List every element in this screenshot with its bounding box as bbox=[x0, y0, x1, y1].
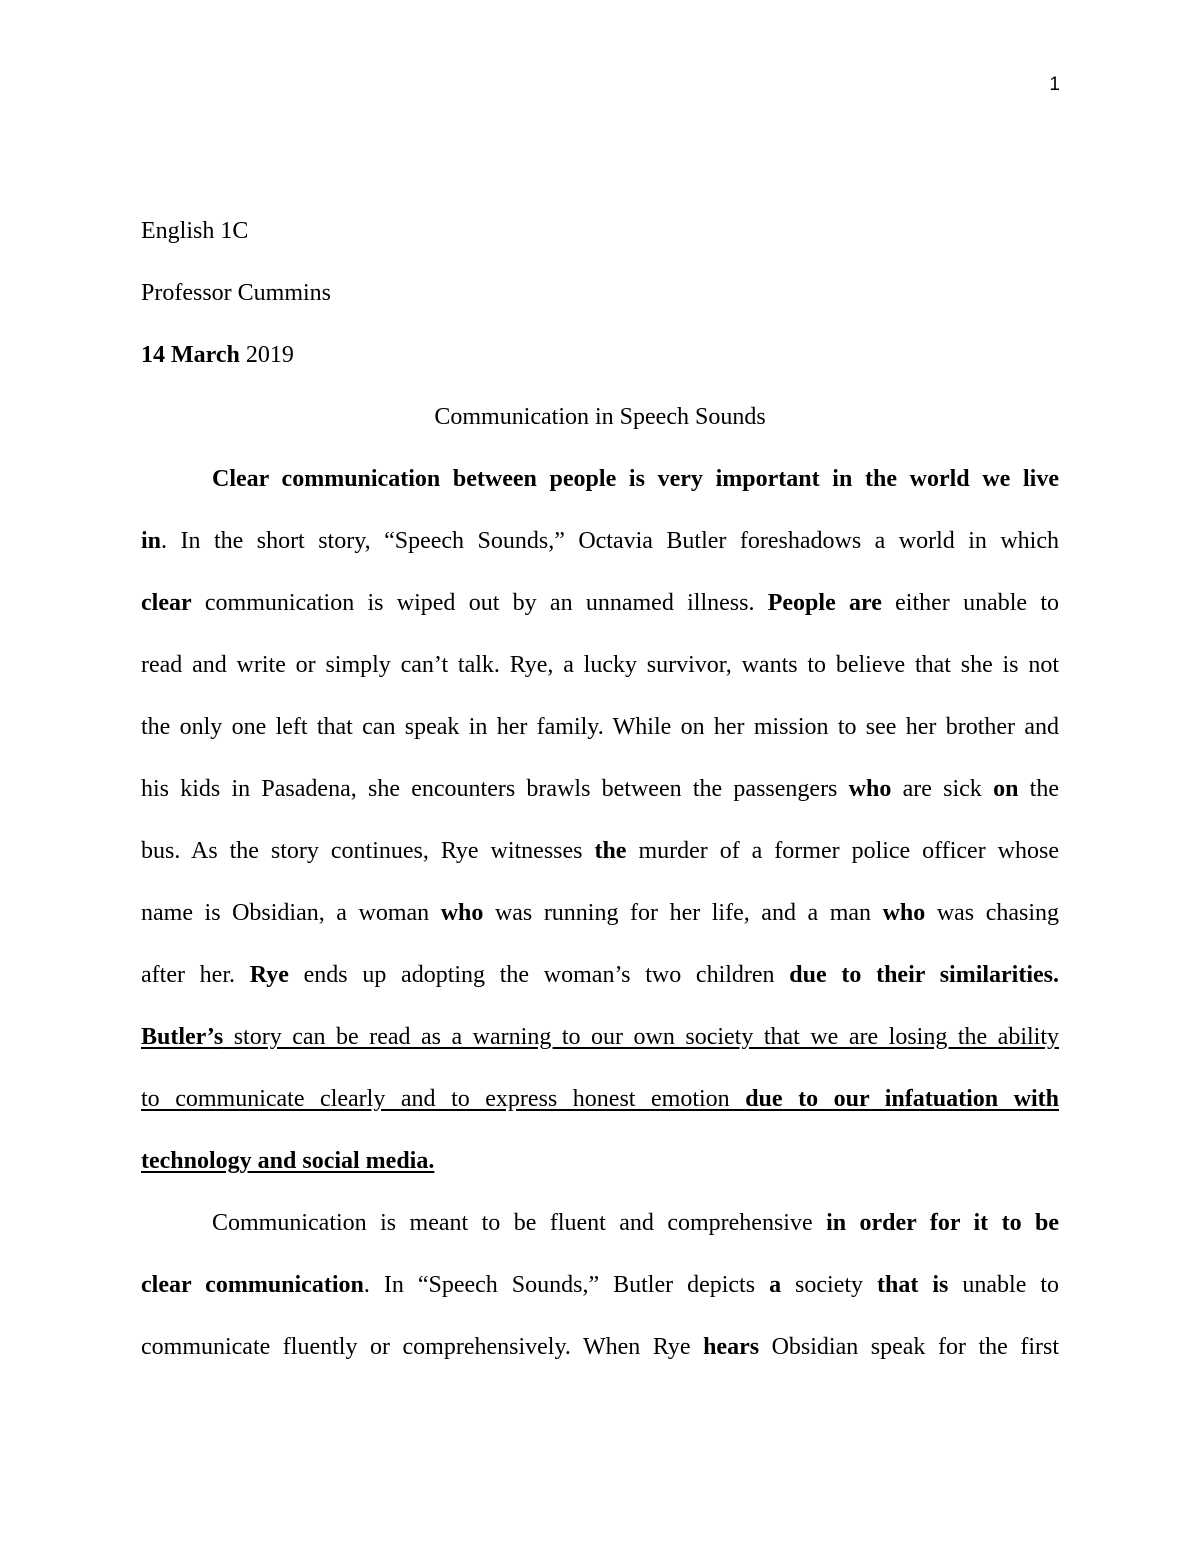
text-run: technology and social media. bbox=[141, 1148, 435, 1174]
date-bold: 14 March bbox=[141, 342, 240, 368]
text-run: the bbox=[1018, 776, 1059, 802]
text-run: the only one left that can speak in her family. While on her mission to see her brother and bbox=[141, 714, 1059, 740]
text-run: Rye bbox=[249, 962, 289, 988]
paragraph-line bbox=[141, 820, 1059, 882]
text-run: due to their similarities. bbox=[789, 962, 1059, 988]
text-run: after her. bbox=[141, 962, 250, 988]
text-run: hears bbox=[703, 1334, 760, 1360]
paragraph-line bbox=[141, 758, 1059, 820]
paragraph-line bbox=[141, 634, 1059, 696]
text-run: unable to bbox=[948, 1272, 1059, 1298]
document-body bbox=[141, 200, 1059, 1378]
text-run: bus. As the story continues, Rye witnesses bbox=[141, 838, 595, 864]
text-run: his kids in Pasadena, she encounters brawls between the passengers bbox=[141, 776, 849, 802]
date-line bbox=[141, 324, 1059, 386]
text-run: read and write or simply can’t talk. Rye, a lucky survivor, wants to believe that she is not bbox=[141, 652, 1059, 678]
text-run: in order for it to be bbox=[826, 1210, 1059, 1236]
essay-title bbox=[141, 386, 1059, 448]
text-run: communicate fluently or comprehensively. When Rye bbox=[141, 1334, 704, 1360]
text-run: communication is wiped out by an unnamed illness. bbox=[191, 590, 768, 616]
paragraph-line bbox=[141, 1316, 1059, 1378]
text-run: are sick bbox=[891, 776, 994, 802]
text-run: Butler’s bbox=[141, 1024, 224, 1050]
text-run: name is Obsidian, a woman bbox=[141, 900, 441, 926]
paragraph-line bbox=[141, 882, 1059, 944]
text-run: who bbox=[440, 900, 484, 926]
text-run: the bbox=[594, 838, 627, 864]
text-run: . In “Speech Sounds,” Butler depicts bbox=[363, 1272, 770, 1298]
page-number: 1 bbox=[1049, 74, 1060, 95]
text-run: society bbox=[781, 1272, 878, 1298]
paragraph-line bbox=[141, 510, 1059, 572]
professor-name: Professor Cummins bbox=[141, 280, 332, 306]
date-year: 2019 bbox=[239, 342, 294, 368]
text-run: who bbox=[848, 776, 892, 802]
text-run: on bbox=[993, 776, 1019, 802]
text-run: story can be read as a warning to our own society that we are losing the ability bbox=[223, 1024, 1059, 1050]
text-run: in bbox=[141, 528, 162, 554]
text-run: who bbox=[882, 900, 926, 926]
paragraph-line bbox=[141, 1192, 1059, 1254]
essay-title-text: Communication in Speech Sounds bbox=[434, 404, 766, 430]
paragraph-line bbox=[141, 696, 1059, 758]
text-run: a bbox=[769, 1272, 782, 1298]
professor-line bbox=[141, 262, 1059, 324]
paragraph-line bbox=[141, 572, 1059, 634]
text-run: murder of a former police officer whose bbox=[626, 838, 1059, 864]
text-run: was running for her life, and a man bbox=[483, 900, 883, 926]
text-run: clear communication bbox=[141, 1272, 364, 1298]
text-run: People are bbox=[767, 590, 882, 616]
paragraph-line bbox=[141, 944, 1059, 1006]
text-run: that is bbox=[877, 1272, 949, 1298]
text-run: Obsidian speak for the first bbox=[759, 1334, 1059, 1360]
text-run: was chasing bbox=[925, 900, 1059, 926]
thesis-line bbox=[141, 1006, 1059, 1068]
paragraph-2 bbox=[141, 1192, 1059, 1378]
paragraph-line bbox=[141, 448, 1059, 510]
text-run: clear bbox=[141, 590, 192, 616]
thesis-line bbox=[141, 1130, 1059, 1192]
course-name: English 1C bbox=[141, 218, 249, 244]
text-run: either unable to bbox=[881, 590, 1059, 616]
paragraph-line bbox=[141, 1254, 1059, 1316]
course-line bbox=[141, 200, 1059, 262]
text-run: Clear communication between people is very important in the world we live bbox=[212, 466, 1059, 492]
text-run: Communication is meant to be fluent and comprehensive bbox=[212, 1210, 827, 1236]
text-run: due to our infatuation with bbox=[745, 1086, 1059, 1112]
paragraph-1 bbox=[141, 448, 1059, 1192]
thesis-line bbox=[141, 1068, 1059, 1130]
text-run: to communicate clearly and to express honest emotion bbox=[141, 1086, 746, 1112]
text-run: ends up adopting the woman’s two children bbox=[288, 962, 790, 988]
text-run: . In the short story, “Speech Sounds,” Octavia Butler foreshadows a world in which bbox=[161, 528, 1059, 554]
